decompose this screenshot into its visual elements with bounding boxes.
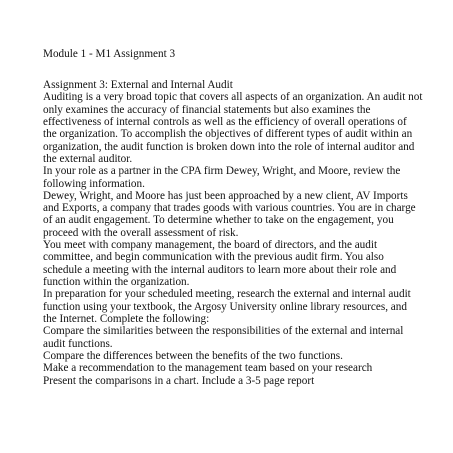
document-header: Module 1 - M1 Assignment 3 [43, 48, 176, 60]
assignment-title: Assignment 3: External and Internal Audit [43, 79, 233, 91]
task-similarities: Compare the similarities between the responsibilities of the external and internal audit functions. [43, 325, 404, 350]
task-recommendation: Make a recommendation to the management team based on your research [43, 362, 373, 375]
meeting-paragraph: You meet with company management, the board of directors, and the audit committee, and begin communication with the previous audit firm. You also schedule a meeting with the internal auditors to learn more about their role and function within the organization. [43, 239, 397, 288]
task-presentation: Present the comparisons in a chart. Include a 3-5 page report [43, 374, 315, 387]
task-differences: Compare the differences between the benefits of the two functions. [43, 349, 343, 362]
document-body [43, 79, 423, 387]
intro-paragraph: Auditing is a very broad topic that covers all aspects of an organization. An audit not only examines the accuracy of financial statements but also examines the effectiveness of internal controls as well as the efficiency of overall operations of the organization. To accomplish the objectives of different types of audit within an organization, the audit function is broken down into the role of internal auditor and the external auditor. [43, 91, 423, 165]
role-paragraph: In your role as a partner in the CPA firm Dewey, Wright, and Moore, review the following information. [43, 165, 401, 190]
client-paragraph: Dewey, Wright, and Moore has just been approached by a new client, AV Imports and Exports, a company that trades goods with various countries. You are in charge of an audit engagement. To determine whether to take on the engagement, you proceed with the overall assessment of risk. [43, 189, 416, 239]
preparation-paragraph: In preparation for your scheduled meeting, research the external and internal audit function using your textbook, the Argosy University online library resources, and the Internet. Complete the following: [43, 288, 411, 325]
